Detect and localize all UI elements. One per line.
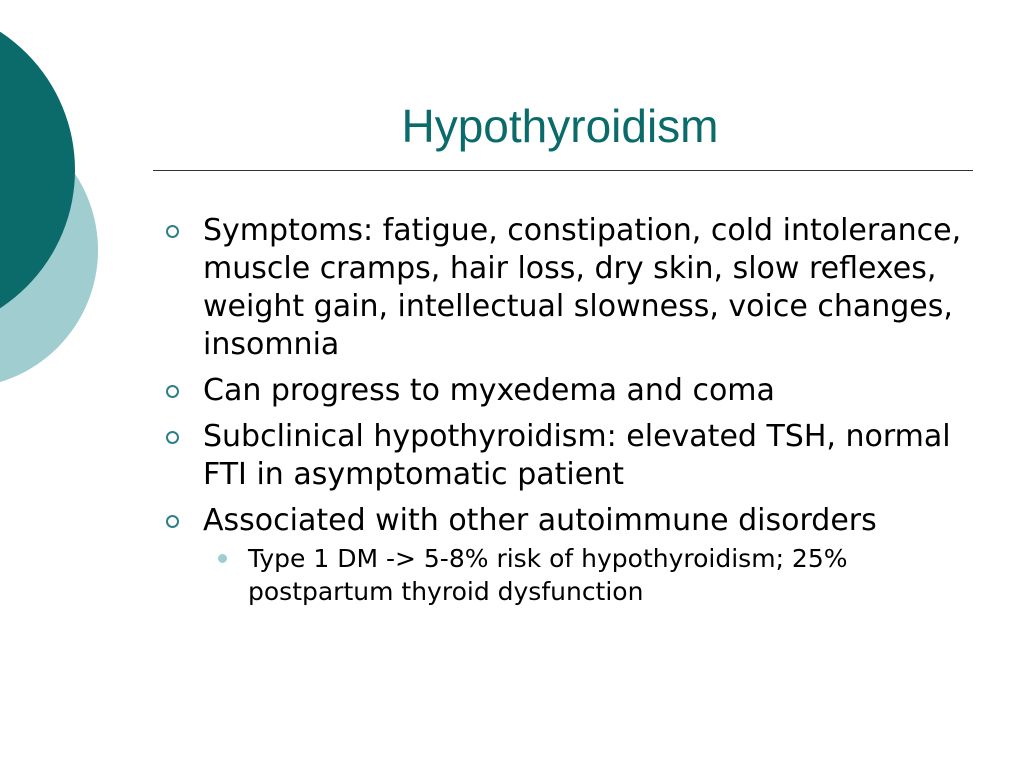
bullet-text: Associated with other autoimmune disorders	[203, 503, 877, 538]
bullet-item-symptoms	[160, 212, 980, 364]
sub-bullet-list	[203, 542, 980, 608]
title-divider	[153, 170, 973, 171]
bullet-list	[160, 212, 980, 616]
sub-bullet-item-type1dm	[203, 542, 980, 608]
hollow-circle-bullet-icon	[166, 431, 179, 444]
bullet-text: Subclinical hypothyroidism: elevated TSH, normal FTI in asymptomatic patient	[203, 419, 951, 492]
bullet-text: Symptoms: fatigue, constipation, cold intolerance, muscle cramps, hair loss, dry skin, slow reflexes, weight gain, intellectual slowness, voice changes, insomnia	[203, 213, 962, 362]
slide-title: Hypothyroidism	[401, 100, 719, 152]
sub-bullet-text: Type 1 DM -> 5-8% risk of hypothyroidism; 25% postpartum thyroid dysfunction	[248, 544, 848, 606]
bullet-item-progression	[160, 372, 980, 410]
filled-circle-bullet-icon	[218, 554, 227, 563]
hollow-circle-bullet-icon	[166, 225, 179, 238]
bullet-item-autoimmune	[160, 502, 980, 608]
hollow-circle-bullet-icon	[166, 385, 179, 398]
decorative-circles	[0, 0, 120, 420]
hollow-circle-bullet-icon	[166, 515, 179, 528]
bullet-item-subclinical	[160, 418, 980, 494]
bullet-text: Can progress to myxedema and coma	[203, 373, 775, 408]
